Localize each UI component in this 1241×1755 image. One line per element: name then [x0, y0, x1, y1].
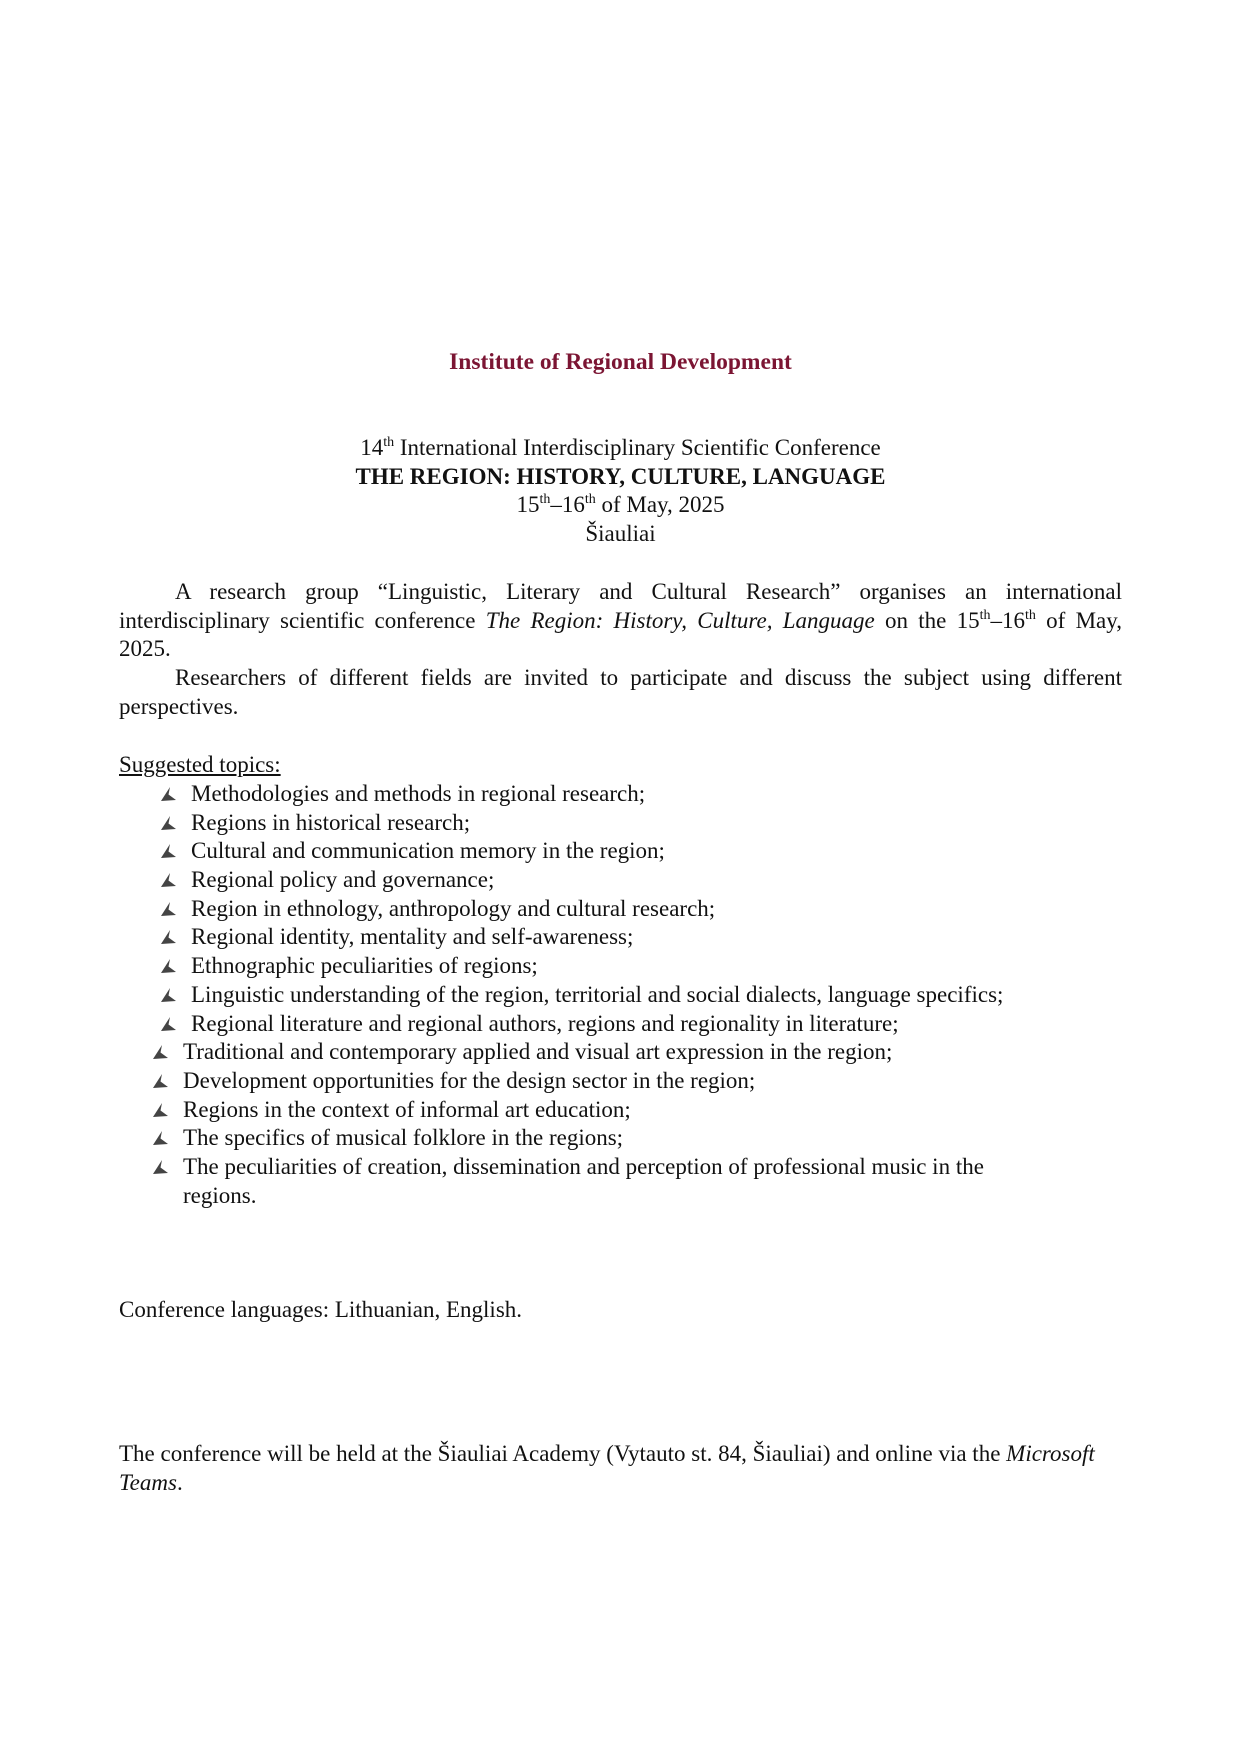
list-item: Regional literature and regional authors, regions and regionality in literature;	[119, 1010, 1122, 1039]
arrowhead-bullet-icon	[159, 785, 177, 803]
arrowhead-bullet-icon	[151, 1129, 169, 1147]
list-item: Cultural and communication memory in the region;	[119, 837, 1122, 866]
conference-dates: 15th–16th of May, 2025	[516, 492, 725, 518]
topics-list	[119, 780, 1122, 1210]
list-item: Regions in historical research;	[119, 809, 1122, 838]
arrowhead-bullet-icon	[159, 1015, 177, 1033]
arrowhead-bullet-icon	[159, 871, 177, 889]
conference-city: Šiauliai	[585, 521, 656, 547]
conference-header	[0, 434, 1241, 549]
list-item: Methodologies and methods in regional research;	[119, 780, 1122, 809]
arrowhead-bullet-icon	[151, 1101, 169, 1119]
list-item: Development opportunities for the design sector in the region;	[119, 1067, 1122, 1096]
arrowhead-bullet-icon	[159, 986, 177, 1004]
arrowhead-bullet-icon	[159, 842, 177, 860]
list-item: Regional identity, mentality and self-awareness;	[119, 923, 1122, 952]
conference-title-italic: The Region: History, Culture, Language	[485, 607, 875, 633]
list-item: Region in ethnology, anthropology and cultural research;	[119, 895, 1122, 924]
list-item: Ethnographic peculiarities of regions;	[119, 952, 1122, 981]
venue-paragraph: The conference will be held at the Šiauliai Academy (Vytauto st. 84, Šiauliai) and online via the Microsoft Teams.	[119, 1441, 1095, 1495]
list-item: Linguistic understanding of the region, territorial and social dialects, language specifics;	[119, 981, 1122, 1010]
arrowhead-bullet-icon	[159, 957, 177, 975]
arrowhead-bullet-icon	[151, 1072, 169, 1090]
invite-paragraph: Researchers of different fields are invited to participate and discuss the subject using different perspectives.	[119, 665, 1122, 719]
list-item: Regional policy and governance;	[119, 866, 1122, 895]
topics-heading: Suggested topics:	[119, 752, 281, 777]
arrowhead-bullet-icon	[151, 1043, 169, 1061]
intro-section	[119, 578, 1122, 722]
arrowhead-bullet-icon	[159, 900, 177, 918]
list-item: The peculiarities of creation, dissemination and perception of professional music in the regions.	[119, 1153, 1122, 1210]
list-item: Regions in the context of informal art education;	[119, 1096, 1122, 1125]
arrowhead-bullet-icon	[159, 928, 177, 946]
intro-paragraph: A research group “Linguistic, Literary and Cultural Research” organises an international interdisciplinary scientific conference The Region: History, Culture, Language on the 15th–16th of May, 2025.	[119, 579, 1122, 662]
platform-name: Microsoft Teams	[119, 1441, 1095, 1495]
list-item: The specifics of musical folklore in the regions;	[119, 1124, 1122, 1153]
arrowhead-bullet-icon	[151, 1158, 169, 1176]
list-item: Traditional and contemporary applied and visual art expression in the region;	[119, 1038, 1122, 1067]
arrowhead-bullet-icon	[159, 814, 177, 832]
conference-languages: Conference languages: Lithuanian, English.	[119, 1297, 523, 1322]
institute-heading: Institute of Regional Development	[449, 349, 792, 375]
conference-subtitle: 14th International Interdisciplinary Scientific Conference	[360, 435, 881, 460]
conference-title: THE REGION: HISTORY, CULTURE, LANGUAGE	[355, 463, 886, 489]
